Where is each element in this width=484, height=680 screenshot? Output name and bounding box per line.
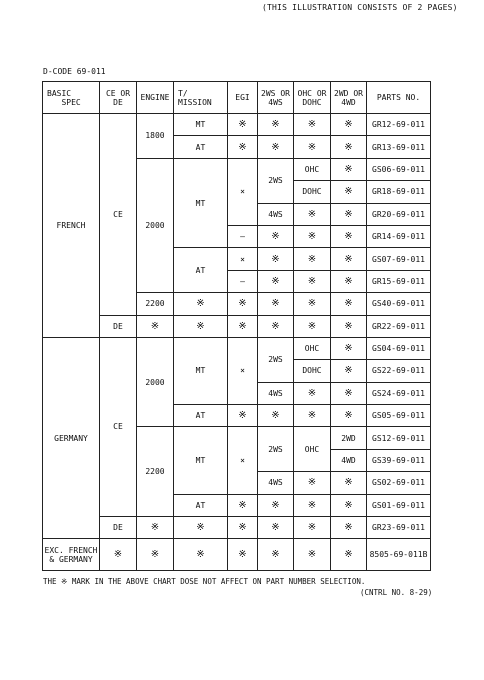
- ws-cell: 4WS: [258, 203, 294, 225]
- mark-cell: ※: [331, 405, 367, 427]
- mark-cell: ※: [294, 225, 331, 247]
- mark-cell: ※: [294, 203, 331, 225]
- spec-germany: GERMANY: [43, 337, 100, 539]
- mark-cell: ※: [331, 293, 367, 315]
- part-number: GS40-69-011: [367, 293, 431, 315]
- egi-cell: ×: [228, 427, 258, 494]
- ws-cell: 4WS: [258, 472, 294, 494]
- mark-cell: ※: [331, 270, 367, 292]
- mark-cell: ※: [258, 248, 294, 270]
- col-egi: EGI: [228, 82, 258, 114]
- header-row: [43, 82, 431, 114]
- table-row: [43, 517, 431, 539]
- spec-exc-french-germany: EXC. FRENCH & GERMANY: [43, 539, 100, 571]
- mark-cell: ※: [228, 405, 258, 427]
- mark-cell: ※: [331, 158, 367, 180]
- part-number: GR12-69-011: [367, 114, 431, 136]
- wd-cell: 2WD: [331, 427, 367, 449]
- mark-cell: ※: [294, 382, 331, 404]
- ohc-cell: DOHC: [294, 181, 331, 203]
- tm-cell: MT: [174, 337, 228, 404]
- egi-cell: ×: [228, 337, 258, 404]
- mark-cell: ※: [331, 337, 367, 359]
- part-number: GR15-69-011: [367, 270, 431, 292]
- de-cell: DE: [100, 517, 137, 539]
- mark-cell: ※: [174, 517, 228, 539]
- mark-cell: ※: [331, 225, 367, 247]
- mark-cell: ※: [258, 517, 294, 539]
- ce-cell: CE: [100, 114, 137, 316]
- tm-cell: AT: [174, 248, 228, 293]
- ohc-cell: OHC: [294, 427, 331, 472]
- mark-cell: ※: [228, 136, 258, 158]
- mark-cell: ※: [258, 539, 294, 571]
- part-number: GS24-69-011: [367, 382, 431, 404]
- table-row: [43, 337, 431, 359]
- tm-cell: AT: [174, 405, 228, 427]
- mark-cell: ※: [331, 203, 367, 225]
- mark-cell: ※: [331, 181, 367, 203]
- part-number: GS01-69-011: [367, 494, 431, 516]
- mark-cell: ※: [331, 472, 367, 494]
- egi-cell: —: [228, 225, 258, 247]
- wd-cell: 4WD: [331, 449, 367, 471]
- control-number: (CNTRL NO. 8-29): [360, 588, 433, 597]
- tm-cell: MT: [174, 114, 228, 136]
- egi-cell: ×: [228, 248, 258, 270]
- ws-cell: 2WS: [258, 337, 294, 382]
- ce-cell: CE: [100, 337, 137, 516]
- mark-cell: ※: [294, 270, 331, 292]
- mark-cell: ※: [331, 136, 367, 158]
- col-ce-de: CE OR DE: [100, 82, 137, 114]
- footnote: THE ※ MARK IN THE ABOVE CHART DOSE NOT AFFECT ON PART NUMBER SELECTION.: [43, 577, 366, 586]
- part-number: GS39-69-011: [367, 449, 431, 471]
- part-number: GS12-69-011: [367, 427, 431, 449]
- mark-cell: ※: [228, 517, 258, 539]
- spec-table: [42, 81, 431, 571]
- mark-cell: ※: [294, 494, 331, 516]
- egi-cell: —: [228, 270, 258, 292]
- part-number: GR14-69-011: [367, 225, 431, 247]
- mark-cell: ※: [258, 225, 294, 247]
- mark-cell: ※: [294, 114, 331, 136]
- col-2wd-4wd: 2WD OR 4WD: [331, 82, 367, 114]
- mark-cell: ※: [100, 539, 137, 571]
- part-number: 8505-69-011B: [367, 539, 431, 571]
- tm-cell: AT: [174, 494, 228, 516]
- mark-cell: ※: [331, 248, 367, 270]
- page-count-note: (THIS ILLUSTRATION CONSISTS OF 2 PAGES): [262, 3, 458, 12]
- part-number: GR18-69-011: [367, 181, 431, 203]
- mark-cell: ※: [331, 382, 367, 404]
- col-transmission: T/ MISSION: [174, 82, 228, 114]
- mark-cell: ※: [294, 315, 331, 337]
- mark-cell: ※: [228, 315, 258, 337]
- mark-cell: ※: [258, 114, 294, 136]
- mark-cell: ※: [228, 114, 258, 136]
- part-number: GR13-69-011: [367, 136, 431, 158]
- ohc-cell: OHC: [294, 337, 331, 359]
- part-number: GS02-69-011: [367, 472, 431, 494]
- spec-french: FRENCH: [43, 114, 100, 338]
- mark-cell: ※: [137, 517, 174, 539]
- part-number: GR20-69-011: [367, 203, 431, 225]
- mark-cell: ※: [174, 293, 228, 315]
- col-engine: ENGINE: [137, 82, 174, 114]
- tm-cell: MT: [174, 158, 228, 248]
- de-cell: DE: [100, 315, 137, 337]
- table-row: [43, 315, 431, 337]
- mark-cell: ※: [258, 293, 294, 315]
- mark-cell: ※: [294, 248, 331, 270]
- engine-cell: 2000: [137, 158, 174, 292]
- mark-cell: ※: [294, 293, 331, 315]
- col-2ws-4ws: 2WS OR 4WS: [258, 82, 294, 114]
- mark-cell: ※: [294, 539, 331, 571]
- table-row: [43, 114, 431, 136]
- part-number: GS07-69-011: [367, 248, 431, 270]
- mark-cell: ※: [294, 472, 331, 494]
- tm-cell: MT: [174, 427, 228, 494]
- mark-cell: ※: [228, 539, 258, 571]
- col-ohc-dohc: OHC OR DOHC: [294, 82, 331, 114]
- tm-cell: AT: [174, 136, 228, 158]
- col-parts-no: PARTS NO.: [367, 82, 431, 114]
- mark-cell: ※: [294, 405, 331, 427]
- part-number: GS05-69-011: [367, 405, 431, 427]
- ws-cell: 2WS: [258, 158, 294, 203]
- ws-cell: 4WS: [258, 382, 294, 404]
- mark-cell: ※: [258, 315, 294, 337]
- ohc-cell: OHC: [294, 158, 331, 180]
- mark-cell: ※: [174, 539, 228, 571]
- part-number: GS06-69-011: [367, 158, 431, 180]
- mark-cell: ※: [228, 293, 258, 315]
- mark-cell: ※: [331, 114, 367, 136]
- part-number: GR23-69-011: [367, 517, 431, 539]
- ws-cell: 2WS: [258, 427, 294, 472]
- col-basic-spec: BASIC SPEC: [43, 82, 100, 114]
- d-code-label: D-CODE 69-011: [43, 67, 106, 76]
- mark-cell: ※: [258, 136, 294, 158]
- mark-cell: ※: [137, 315, 174, 337]
- mark-cell: ※: [294, 517, 331, 539]
- mark-cell: ※: [258, 270, 294, 292]
- engine-cell: 2200: [137, 427, 174, 517]
- mark-cell: ※: [331, 539, 367, 571]
- mark-cell: ※: [258, 494, 294, 516]
- table-row: [43, 539, 431, 571]
- mark-cell: ※: [174, 315, 228, 337]
- mark-cell: ※: [258, 405, 294, 427]
- engine-cell: 1800: [137, 114, 174, 159]
- part-number: GS22-69-011: [367, 360, 431, 382]
- mark-cell: ※: [294, 136, 331, 158]
- ohc-cell: DOHC: [294, 360, 331, 382]
- egi-cell: ×: [228, 158, 258, 225]
- part-number: GR22-69-011: [367, 315, 431, 337]
- part-number: GS04-69-011: [367, 337, 431, 359]
- engine-cell: 2000: [137, 337, 174, 427]
- mark-cell: ※: [331, 315, 367, 337]
- mark-cell: ※: [331, 494, 367, 516]
- mark-cell: ※: [331, 360, 367, 382]
- engine-cell: 2200: [137, 293, 174, 315]
- mark-cell: ※: [137, 539, 174, 571]
- mark-cell: ※: [331, 517, 367, 539]
- mark-cell: ※: [228, 494, 258, 516]
